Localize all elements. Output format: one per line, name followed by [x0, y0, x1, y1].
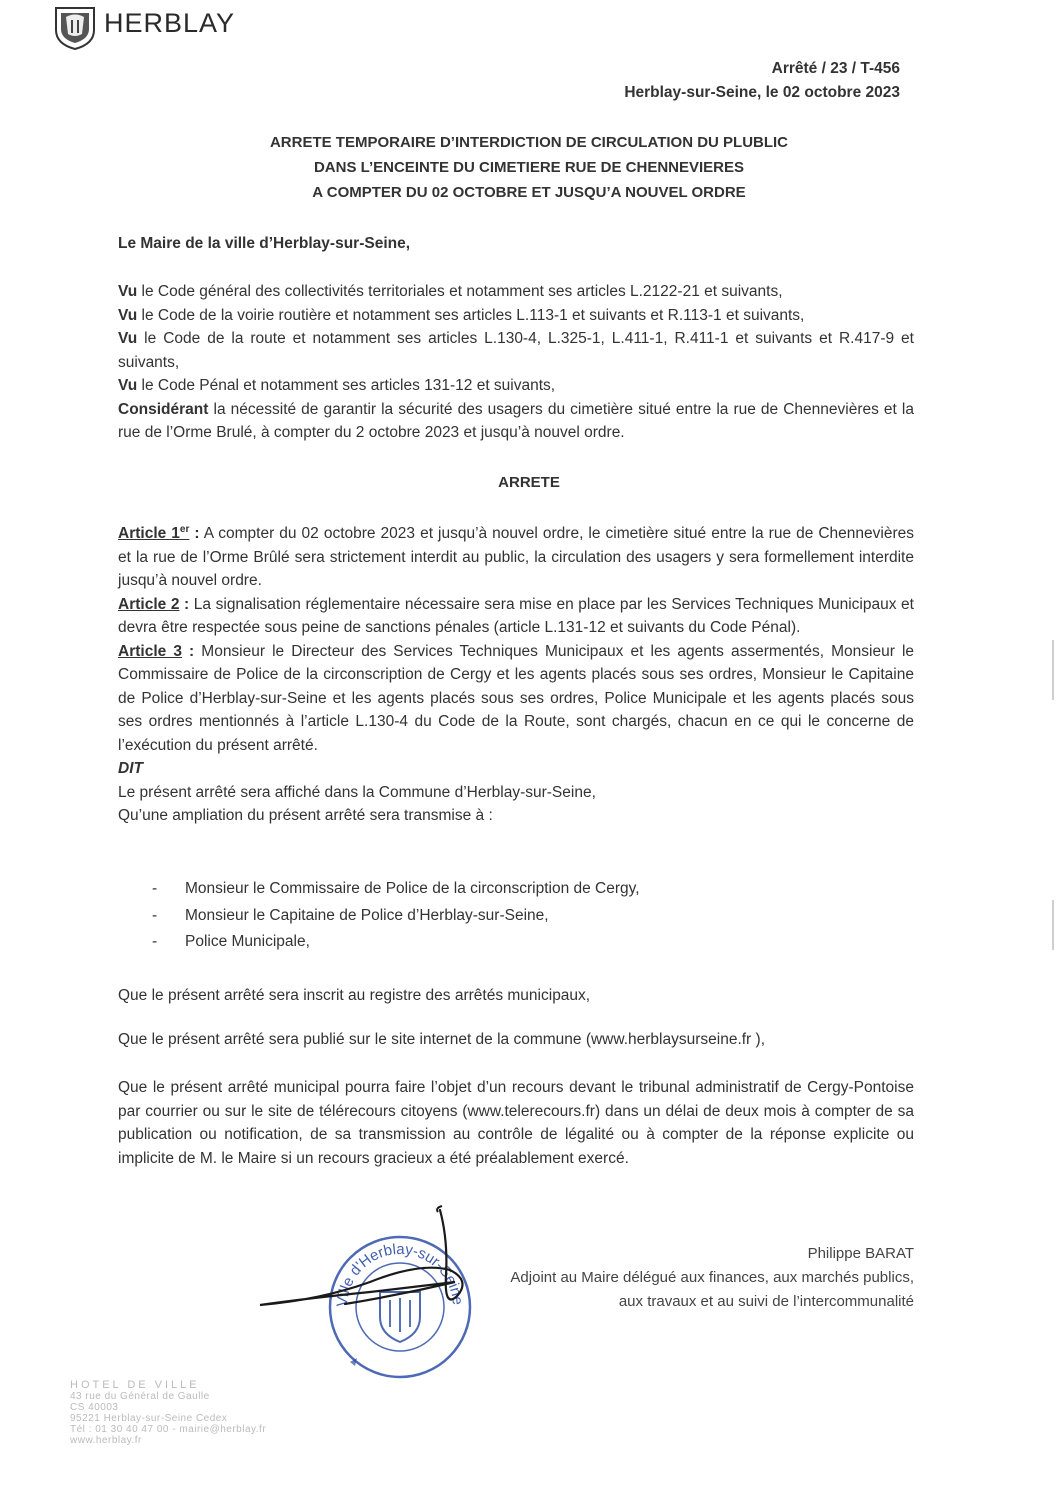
town-hall-footer [70, 1380, 266, 1446]
footer-line: 43 rue du Général de Gaulle [70, 1391, 210, 1402]
footer-line: 95221 Herblay-sur-Seine Cedex [70, 1413, 228, 1424]
decree-reference: Arrêté / 23 / T-456 [771, 60, 900, 77]
footer-line: HOTEL DE VILLE [70, 1379, 200, 1391]
title-line: ARRETE TEMPORAIRE D’INTERDICTION DE CIRCULATION DU PLUBLIC [269, 134, 789, 151]
brand-name: HERBLAY [104, 8, 236, 38]
article-3: Article 3 : Monsieur le Directeur des Services Techniques Municipaux et les agents assermentés, Monsieur le Commissaire de Police de la circonscription de Cergy et les agents placés sous ses ordres, Monsieur le Capitaine de Police d’Herblay-sur-Seine et les agents placés sous ses ordres, Police Municipale et les agents placés sous ses ordres mentionnés à l’article L.130-4 du Code de la Route, sont chargés, chacun en ce qui le concerne de l’exécution du présent arrêté. [118, 642, 915, 754]
scan-edge-mark [1052, 640, 1054, 700]
recipient-item: - Monsieur le Commissaire de Police de la circonscription de Cergy, [152, 880, 640, 897]
visas-block [118, 280, 914, 445]
article-2: Article 2 : La signalisation réglementaire nécessaire sera mise en place par les Services Techniques Municipaux et devra être respectée sous peine de sanctions pénales (article L.131-12 et suivants du Code Pénal). [118, 595, 914, 637]
signatory-role: Adjoint au Maire délégué aux finances, aux marchés publics, [510, 1269, 914, 1286]
considerant-item: Considérant la nécessité de garantir la sécurité des usagers du cimetière situé entre la rue de Chennevières et la rue de l’Orme Brulé, à compter du 2 octobre 2023 et jusqu’à nouvel ordre. [118, 400, 914, 441]
stamp-text: Ville d'Herblay-sur-Seine [333, 1240, 467, 1308]
dit-ampliation: Qu’une ampliation du présent arrêté sera transmise à : [118, 807, 493, 825]
registre-line: Que le présent arrêté sera inscrit au registre des arrêtés municipaux, [118, 987, 591, 1004]
visa-item: Vu le Code de la route et notamment ses articles L.130-4, L.325-1, L.411-1, R.411-1 et suivants et R.417-9 et suivants, [118, 330, 914, 371]
publication-line: Que le présent arrêté sera publié sur le site internet de la commune (www.herblaysurseine.fr ), [118, 1031, 765, 1048]
arrete-heading: ARRETE [498, 474, 560, 491]
visa-item: Vu le Code Pénal et notamment ses articles 131-12 et suivants, [118, 377, 556, 394]
handwritten-signature [250, 1200, 550, 1340]
recipient-item: - Monsieur le Capitaine de Police d’Herblay-sur-Seine, [152, 906, 549, 924]
title-line: A COMPTER DU 02 OCTOBRE ET JUSQU’A NOUVEL ORDRE [312, 184, 746, 201]
footer-line: CS 40003 [70, 1402, 119, 1413]
scan-edge-mark [1052, 900, 1054, 950]
footer-line: Tél : 01 30 40 47 00 - mairie@herblay.fr [70, 1424, 267, 1435]
recipients-list [118, 876, 914, 956]
visa-item: Vu le Code de la voirie routière et notamment ses articles L.113-1 et suivants et R.113-1 et suivants, [118, 306, 805, 324]
decree-title [0, 130, 1058, 205]
herblay-crest-logo [52, 6, 98, 50]
recipient-item: - Police Municipale, [152, 933, 310, 950]
signatory-name: Philippe BARAT [807, 1245, 914, 1262]
articles-block [118, 518, 914, 828]
dit-label: DIT [118, 760, 143, 778]
title-line: DANS L’ENCEINTE DU CIMETIERE RUE DE CHENNEVIERES [313, 159, 745, 176]
dit-affichage: Le présent arrêté sera affiché dans la Commune d’Herblay-sur-Seine, [118, 783, 596, 801]
article-1: Article 1er : A compter du 02 octobre 2023 et jusqu’à nouvel ordre, le cimetière situé entre la rue de Chennevières et la rue de l’Orme Brûlé sera strictement interdit au public, la circulation des usagers y sera formellement interdite jusqu’à nouvel ordre. [118, 524, 915, 590]
intro-line: Le Maire de la ville d’Herblay-sur-Seine, [118, 235, 411, 252]
recours-paragraph: Que le présent arrêté municipal pourra faire l’objet d’un recours devant le tribunal administratif de Cergy-Pontoise par courrier ou sur le site de télérecours citoyens (www.telerecours.fr) dans un délai de deux mois à compter de sa publication ou notification, de sa transmission au contrôle de légalité ou à compter de la réponse explicite ou implicite de M. le Maire si un recours gracieux a été préalablement exercé. [118, 1079, 914, 1167]
visa-item: Vu le Code général des collectivités territoriales et notamment ses articles L.2122-21 et suivants, [118, 283, 783, 300]
place-date: Herblay-sur-Seine, le 02 octobre 2023 [624, 84, 900, 101]
footer-line: www.herblay.fr [70, 1435, 142, 1446]
signatory-role: aux travaux et au suivi de l’intercommunalité [618, 1293, 914, 1310]
signature-block [510, 1242, 914, 1314]
